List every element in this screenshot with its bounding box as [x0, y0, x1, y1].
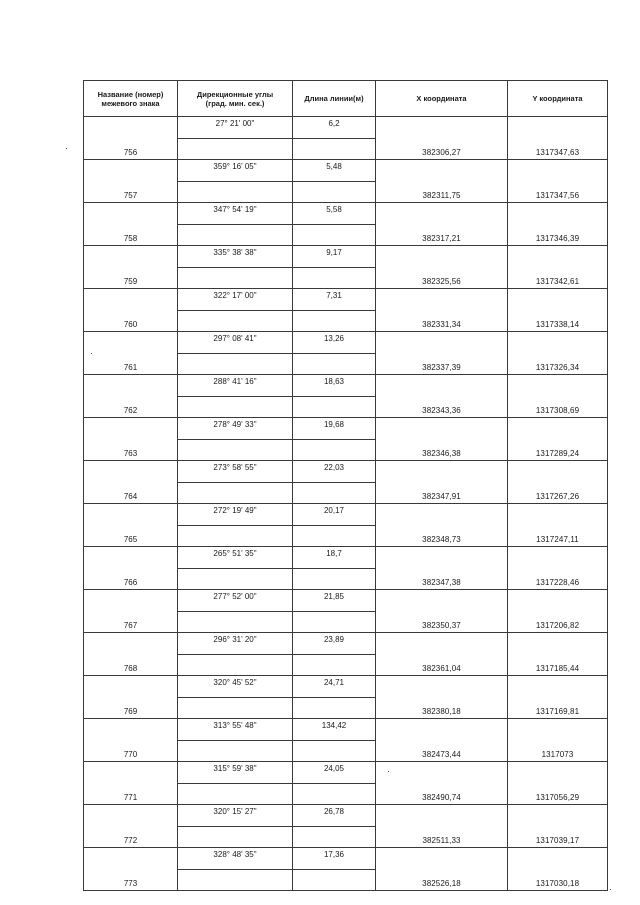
x-coordinate-cell: 382348,73	[376, 525, 508, 547]
table-row-point	[84, 482, 608, 504]
empty-cell	[293, 181, 376, 203]
empty-cell	[293, 439, 376, 461]
mark-name-cell: 773	[84, 869, 178, 891]
empty-cell	[508, 289, 608, 311]
empty-cell	[293, 525, 376, 547]
empty-cell	[84, 504, 178, 526]
direction-angle-cell: 313° 55' 48"	[178, 719, 293, 741]
empty-cell	[508, 848, 608, 870]
y-coordinate-cell: 1317342,61	[508, 267, 608, 289]
empty-cell	[178, 654, 293, 676]
y-coordinate-cell: 1317308,69	[508, 396, 608, 418]
empty-cell	[293, 267, 376, 289]
x-coordinate-cell: 382325,56	[376, 267, 508, 289]
table-row-segment	[84, 461, 608, 483]
mark-name-cell: 771	[84, 783, 178, 805]
table-row-point	[84, 611, 608, 633]
empty-cell	[84, 117, 178, 139]
y-coordinate-cell: 1317056,29	[508, 783, 608, 805]
empty-cell	[84, 375, 178, 397]
table-row-point	[84, 697, 608, 719]
table-row-point	[84, 783, 608, 805]
line-length-cell: 17,36	[293, 848, 376, 870]
table-row-segment	[84, 332, 608, 354]
empty-cell	[508, 633, 608, 655]
x-coordinate-cell: 382350,37	[376, 611, 508, 633]
empty-cell	[293, 138, 376, 160]
empty-cell	[376, 762, 508, 784]
empty-cell	[508, 504, 608, 526]
direction-angle-cell: 27° 21' 00"	[178, 117, 293, 139]
empty-cell	[178, 138, 293, 160]
empty-cell	[293, 869, 376, 891]
table-row-segment	[84, 375, 608, 397]
empty-cell	[376, 848, 508, 870]
empty-cell	[178, 439, 293, 461]
table-row-segment	[84, 762, 608, 784]
mark-name-cell: 769	[84, 697, 178, 719]
direction-angle-cell: 273° 58' 55"	[178, 461, 293, 483]
empty-cell	[376, 461, 508, 483]
mark-name-cell: 760	[84, 310, 178, 332]
empty-cell	[376, 375, 508, 397]
y-coordinate-cell: 1317346,39	[508, 224, 608, 246]
direction-angle-cell: 322° 17' 00"	[178, 289, 293, 311]
table-row-segment	[84, 504, 608, 526]
empty-cell	[84, 805, 178, 827]
empty-cell	[508, 203, 608, 225]
y-coordinate-cell: 1317169,81	[508, 697, 608, 719]
line-length-cell: 23,89	[293, 633, 376, 655]
empty-cell	[376, 418, 508, 440]
empty-cell	[84, 590, 178, 612]
mark-name-cell: 762	[84, 396, 178, 418]
scan-speck	[66, 148, 67, 149]
mark-name-cell: 766	[84, 568, 178, 590]
y-coordinate-cell: 1317206,82	[508, 611, 608, 633]
empty-cell	[178, 568, 293, 590]
empty-cell	[376, 676, 508, 698]
table-row-point	[84, 310, 608, 332]
line-length-cell: 18,63	[293, 375, 376, 397]
empty-cell	[508, 805, 608, 827]
y-coordinate-cell: 1317039,17	[508, 826, 608, 848]
table-row-point	[84, 181, 608, 203]
x-coordinate-cell: 382347,38	[376, 568, 508, 590]
empty-cell	[508, 418, 608, 440]
table-row-point	[84, 740, 608, 762]
empty-cell	[178, 224, 293, 246]
line-length-cell: 18,7	[293, 547, 376, 569]
empty-cell	[178, 783, 293, 805]
y-coordinate-cell: 1317347,63	[508, 138, 608, 160]
direction-angle-cell: 277° 52' 00"	[178, 590, 293, 612]
table-row-segment	[84, 289, 608, 311]
direction-angle-cell: 347° 54' 19"	[178, 203, 293, 225]
line-length-cell: 19,68	[293, 418, 376, 440]
empty-cell	[376, 504, 508, 526]
table-row-point	[84, 869, 608, 891]
line-length-cell: 5,48	[293, 160, 376, 182]
header-direction-angle: Дирекционные углы (град. мин. сек.)	[178, 81, 293, 117]
empty-cell	[293, 568, 376, 590]
table-row-point	[84, 138, 608, 160]
table-row-segment	[84, 418, 608, 440]
empty-cell	[178, 482, 293, 504]
empty-cell	[376, 590, 508, 612]
empty-cell	[376, 289, 508, 311]
header-x-coordinate: X координата	[376, 81, 508, 117]
empty-cell	[376, 805, 508, 827]
empty-cell	[84, 246, 178, 268]
table-row-point	[84, 224, 608, 246]
empty-cell	[84, 547, 178, 569]
line-length-cell: 24,05	[293, 762, 376, 784]
mark-name-cell: 770	[84, 740, 178, 762]
direction-angle-cell: 359° 16' 05"	[178, 160, 293, 182]
table-row-point	[84, 353, 608, 375]
table-row-segment	[84, 848, 608, 870]
empty-cell	[178, 181, 293, 203]
empty-cell	[293, 783, 376, 805]
empty-cell	[376, 160, 508, 182]
table-header-row	[84, 81, 608, 117]
table-row-point	[84, 568, 608, 590]
table-row-segment	[84, 633, 608, 655]
empty-cell	[178, 396, 293, 418]
empty-cell	[508, 676, 608, 698]
y-coordinate-cell: 1317228,46	[508, 568, 608, 590]
line-length-cell: 5,58	[293, 203, 376, 225]
empty-cell	[376, 547, 508, 569]
table-row-segment	[84, 160, 608, 182]
empty-cell	[84, 719, 178, 741]
empty-cell	[178, 869, 293, 891]
direction-angle-cell: 335° 38' 38"	[178, 246, 293, 268]
mark-name-cell: 761	[84, 353, 178, 375]
empty-cell	[84, 418, 178, 440]
direction-angle-cell: 315° 59' 38"	[178, 762, 293, 784]
y-coordinate-cell: 1317338,14	[508, 310, 608, 332]
line-length-cell: 9,17	[293, 246, 376, 268]
empty-cell	[84, 332, 178, 354]
empty-cell	[376, 203, 508, 225]
empty-cell	[293, 224, 376, 246]
mark-name-cell: 758	[84, 224, 178, 246]
empty-cell	[84, 160, 178, 182]
empty-cell	[508, 117, 608, 139]
empty-cell	[293, 826, 376, 848]
y-coordinate-cell: 1317267,26	[508, 482, 608, 504]
empty-cell	[376, 633, 508, 655]
empty-cell	[178, 267, 293, 289]
x-coordinate-cell: 382347,91	[376, 482, 508, 504]
empty-cell	[376, 246, 508, 268]
empty-cell	[376, 719, 508, 741]
mark-name-cell: 757	[84, 181, 178, 203]
x-coordinate-cell: 382473,44	[376, 740, 508, 762]
mark-name-cell: 756	[84, 138, 178, 160]
table-row-segment	[84, 719, 608, 741]
header-y-coordinate: Y координата	[508, 81, 608, 117]
empty-cell	[508, 332, 608, 354]
empty-cell	[84, 633, 178, 655]
direction-angle-cell: 272° 19' 49"	[178, 504, 293, 526]
table-row-segment	[84, 117, 608, 139]
table-row-point	[84, 525, 608, 547]
line-length-cell: 6,2	[293, 117, 376, 139]
empty-cell	[178, 611, 293, 633]
x-coordinate-cell: 382311,75	[376, 181, 508, 203]
table-row-point	[84, 396, 608, 418]
empty-cell	[84, 289, 178, 311]
empty-cell	[293, 654, 376, 676]
mark-name-cell: 767	[84, 611, 178, 633]
direction-angle-cell: 288° 41' 16"	[178, 375, 293, 397]
empty-cell	[508, 461, 608, 483]
x-coordinate-cell: 382317,21	[376, 224, 508, 246]
table-row-segment	[84, 805, 608, 827]
empty-cell	[293, 740, 376, 762]
direction-angle-cell: 320° 45' 52"	[178, 676, 293, 698]
x-coordinate-cell: 382343,36	[376, 396, 508, 418]
direction-angle-cell: 278° 49' 33"	[178, 418, 293, 440]
empty-cell	[508, 160, 608, 182]
y-coordinate-cell: 1317326,34	[508, 353, 608, 375]
empty-cell	[178, 525, 293, 547]
x-coordinate-cell: 382306,27	[376, 138, 508, 160]
table-row-point	[84, 654, 608, 676]
line-length-cell: 21,85	[293, 590, 376, 612]
direction-angle-cell: 265° 51' 35"	[178, 547, 293, 569]
empty-cell	[178, 826, 293, 848]
empty-cell	[376, 332, 508, 354]
empty-cell	[508, 762, 608, 784]
empty-cell	[84, 461, 178, 483]
empty-cell	[508, 375, 608, 397]
empty-cell	[293, 396, 376, 418]
table-row-segment	[84, 246, 608, 268]
y-coordinate-cell: 1317030,18	[508, 869, 608, 891]
empty-cell	[508, 590, 608, 612]
table-row-segment	[84, 203, 608, 225]
line-length-cell: 22,03	[293, 461, 376, 483]
mark-name-cell: 763	[84, 439, 178, 461]
empty-cell	[178, 353, 293, 375]
table-body	[84, 117, 608, 891]
y-coordinate-cell: 1317185,44	[508, 654, 608, 676]
table-row-point	[84, 826, 608, 848]
table-row-segment	[84, 547, 608, 569]
scan-speck	[610, 889, 611, 890]
boundary-coordinates-table	[83, 80, 608, 891]
empty-cell	[84, 762, 178, 784]
mark-name-cell: 765	[84, 525, 178, 547]
empty-cell	[376, 117, 508, 139]
mark-name-cell: 759	[84, 267, 178, 289]
empty-cell	[293, 353, 376, 375]
table-row-segment	[84, 590, 608, 612]
empty-cell	[178, 740, 293, 762]
line-length-cell: 13,26	[293, 332, 376, 354]
mark-name-cell: 768	[84, 654, 178, 676]
header-line-length: Длина линии(м)	[293, 81, 376, 117]
direction-angle-cell: 320° 15' 27"	[178, 805, 293, 827]
table-row-point	[84, 267, 608, 289]
direction-angle-cell: 297° 08' 41"	[178, 332, 293, 354]
y-coordinate-cell: 1317289,24	[508, 439, 608, 461]
y-coordinate-cell: 1317347,56	[508, 181, 608, 203]
x-coordinate-cell: 382526,18	[376, 869, 508, 891]
x-coordinate-cell: 382490,74	[376, 783, 508, 805]
x-coordinate-cell: 382346,38	[376, 439, 508, 461]
empty-cell	[293, 697, 376, 719]
x-coordinate-cell: 382380,18	[376, 697, 508, 719]
empty-cell	[293, 611, 376, 633]
line-length-cell: 20,17	[293, 504, 376, 526]
empty-cell	[84, 676, 178, 698]
empty-cell	[293, 482, 376, 504]
empty-cell	[508, 719, 608, 741]
x-coordinate-cell: 382331,34	[376, 310, 508, 332]
y-coordinate-cell: 1317073	[508, 740, 608, 762]
x-coordinate-cell: 382361,04	[376, 654, 508, 676]
direction-angle-cell: 296° 31' 20"	[178, 633, 293, 655]
line-length-cell: 7,31	[293, 289, 376, 311]
mark-name-cell: 772	[84, 826, 178, 848]
line-length-cell: 24,71	[293, 676, 376, 698]
line-length-cell: 134,42	[293, 719, 376, 741]
empty-cell	[178, 310, 293, 332]
x-coordinate-cell: 382511,33	[376, 826, 508, 848]
header-mark-name: Название (номер) межевого знака	[84, 81, 178, 117]
table-row-point	[84, 439, 608, 461]
empty-cell	[84, 848, 178, 870]
empty-cell	[508, 246, 608, 268]
empty-cell	[508, 547, 608, 569]
table-row-segment	[84, 676, 608, 698]
mark-name-cell: 764	[84, 482, 178, 504]
direction-angle-cell: 328° 48' 35"	[178, 848, 293, 870]
line-length-cell: 26,78	[293, 805, 376, 827]
y-coordinate-cell: 1317247,11	[508, 525, 608, 547]
empty-cell	[178, 697, 293, 719]
x-coordinate-cell: 382337,39	[376, 353, 508, 375]
empty-cell	[84, 203, 178, 225]
empty-cell	[293, 310, 376, 332]
